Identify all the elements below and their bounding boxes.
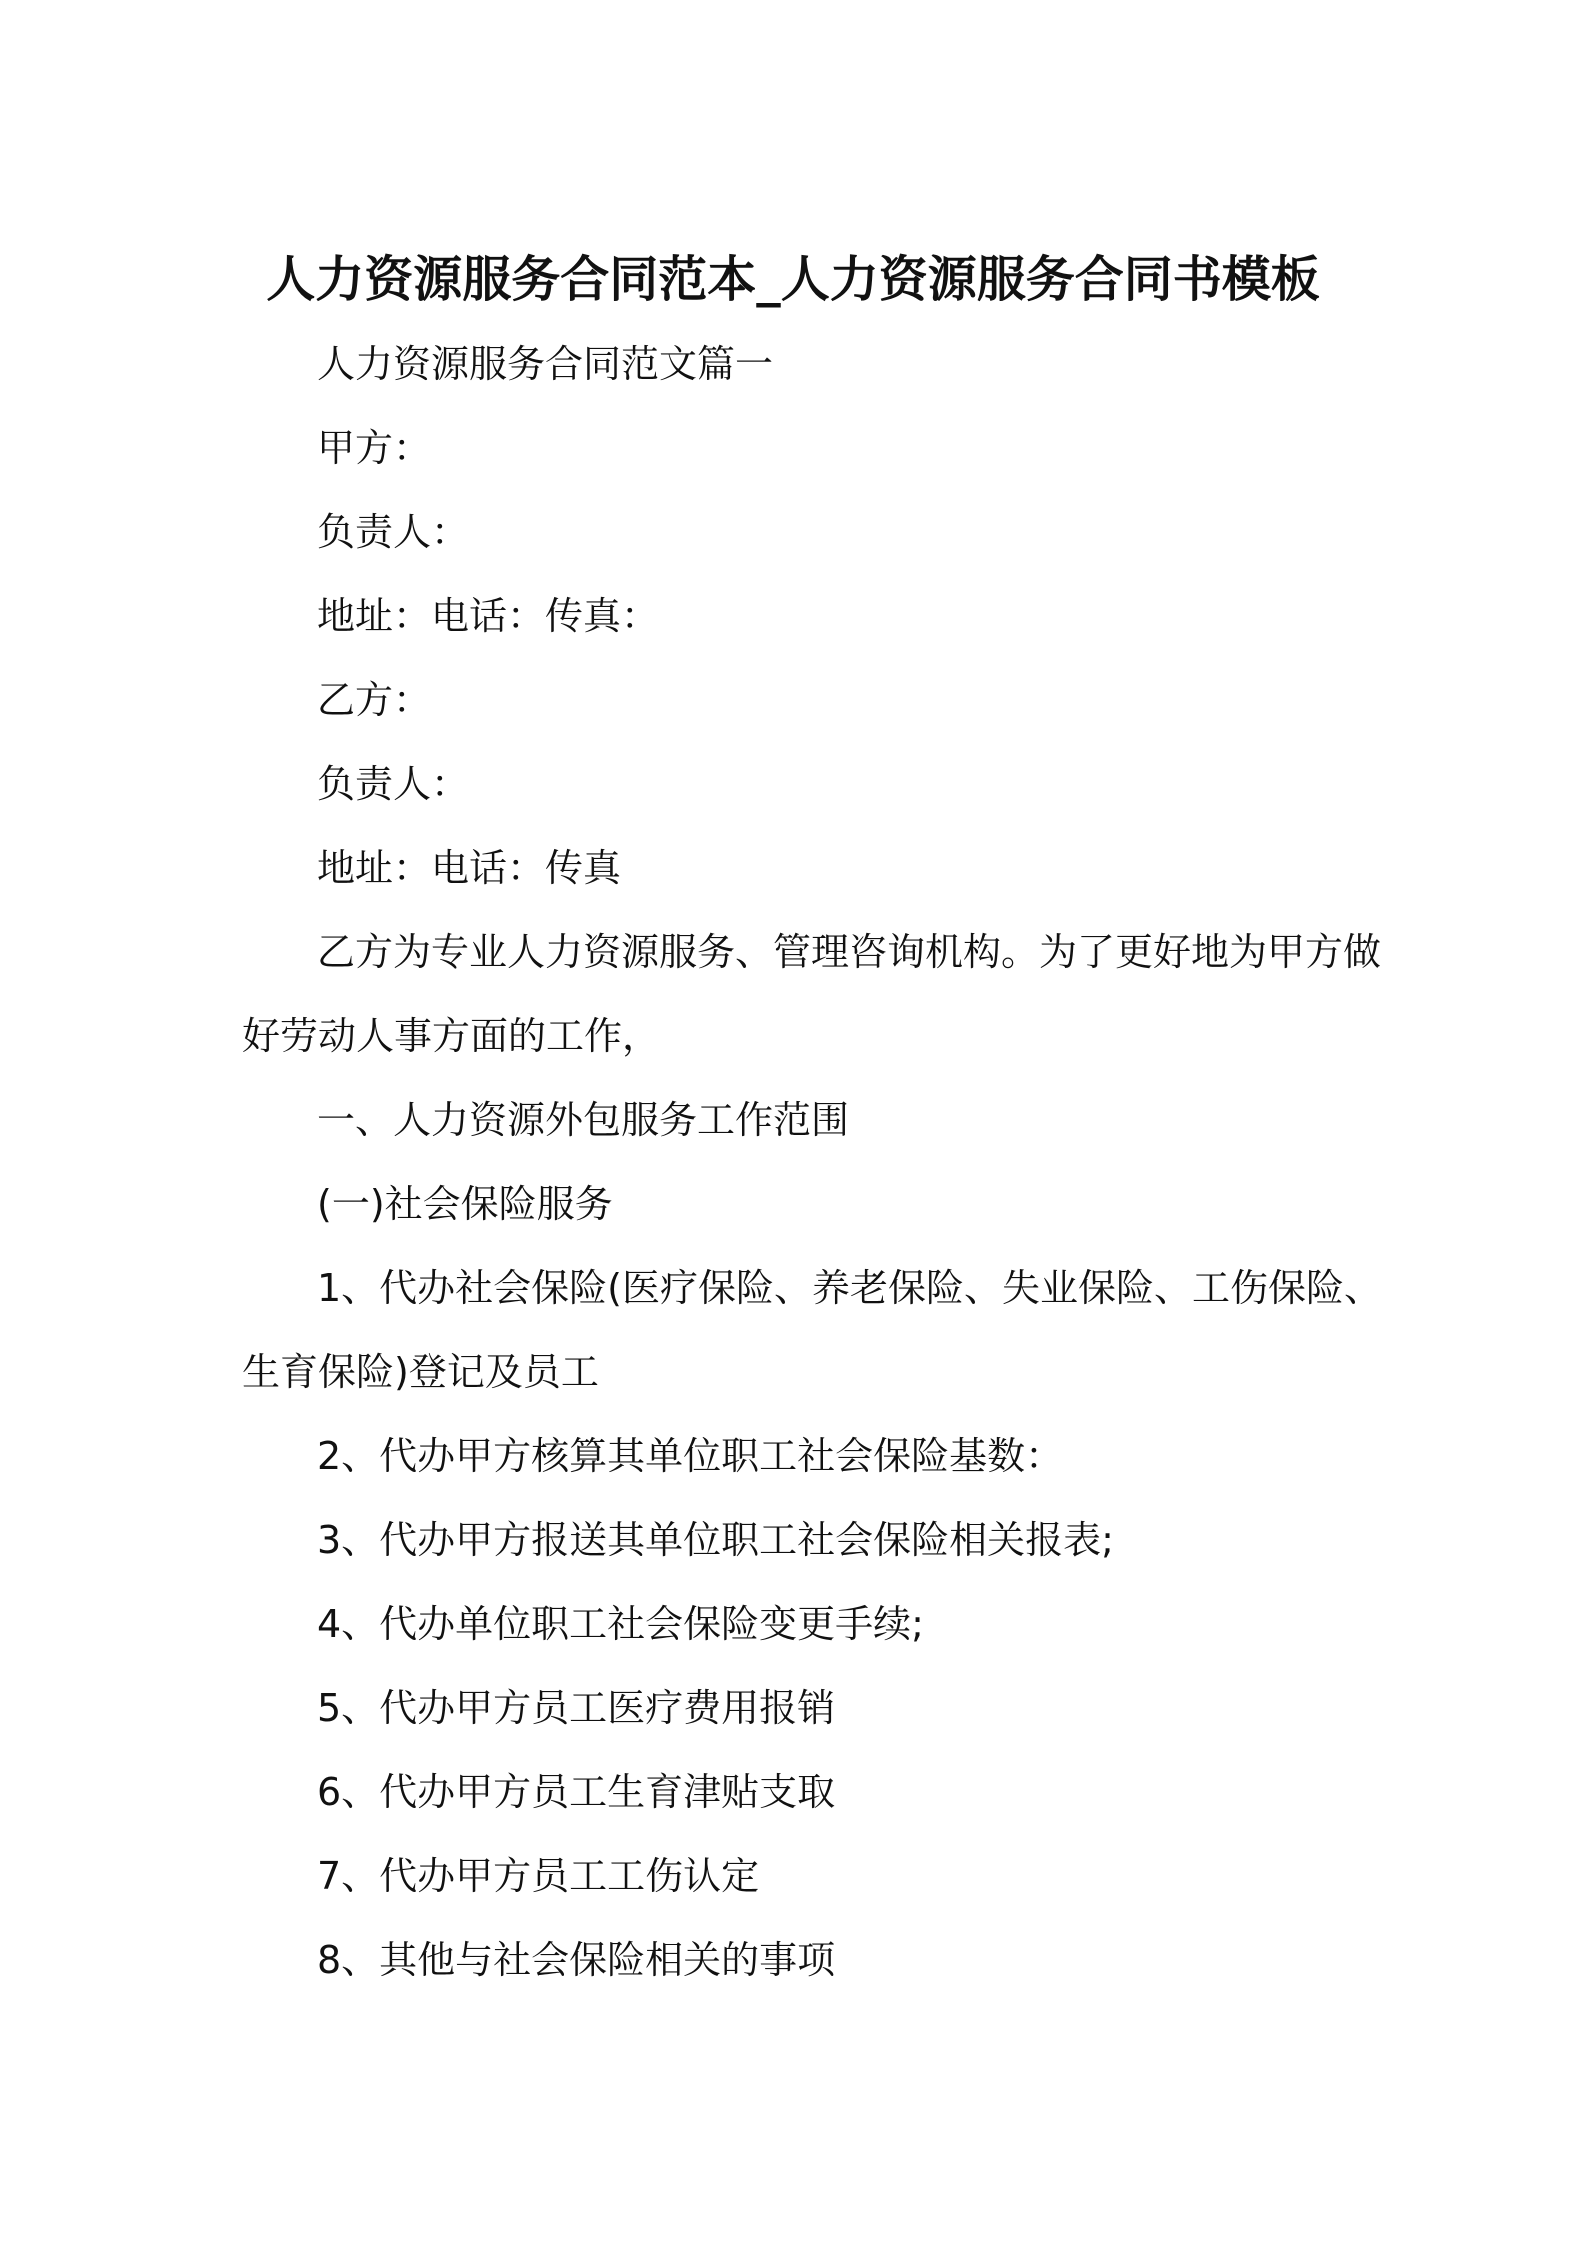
party-b-label: 乙方： xyxy=(317,678,432,722)
list-item-1-line-2: 生育保险)登记及员工 xyxy=(242,1350,599,1394)
list-item-7: 7、代办甲方员工工伤认定 xyxy=(317,1854,760,1898)
party-a-label: 甲方： xyxy=(317,426,432,470)
list-item-1-line-1: 1、代办社会保险(医疗保险、养老保险、失业保险、工伤保险、 xyxy=(317,1266,1383,1310)
intro-paragraph-line-2: 好劳动人事方面的工作， xyxy=(242,1014,661,1058)
list-item-8: 8、其他与社会保险相关的事项 xyxy=(317,1938,836,1982)
party-a-responsible-person: 负责人： xyxy=(317,510,470,554)
scope-heading: 一、人力资源外包服务工作范围 xyxy=(317,1098,850,1142)
list-item-6: 6、代办甲方员工生育津贴支取 xyxy=(317,1770,836,1814)
list-item-5: 5、代办甲方员工医疗费用报销 xyxy=(317,1686,836,1730)
party-b-contact-line: 地址：电话：传真 xyxy=(317,846,622,890)
document-body xyxy=(242,322,1383,2002)
intro-paragraph-line-1: 乙方为专业人力资源服务、管理咨询机构。为了更好地为甲方做 xyxy=(317,930,1382,974)
section-heading: 人力资源服务合同范文篇一 xyxy=(317,342,774,386)
document-title: 人力资源服务合同范本_人力资源服务合同书模板 xyxy=(266,250,1320,308)
social-insurance-subheading: (一)社会保险服务 xyxy=(317,1182,613,1226)
party-a-contact-line: 地址：电话：传真： xyxy=(317,594,660,638)
list-item-2: 2、代办甲方核算其单位职工社会保险基数： xyxy=(317,1434,1064,1478)
list-item-4: 4、代办单位职工社会保险变更手续; xyxy=(317,1602,924,1646)
party-b-responsible-person: 负责人： xyxy=(317,762,470,806)
list-item-3: 3、代办甲方报送其单位职工社会保险相关报表; xyxy=(317,1518,1114,1562)
